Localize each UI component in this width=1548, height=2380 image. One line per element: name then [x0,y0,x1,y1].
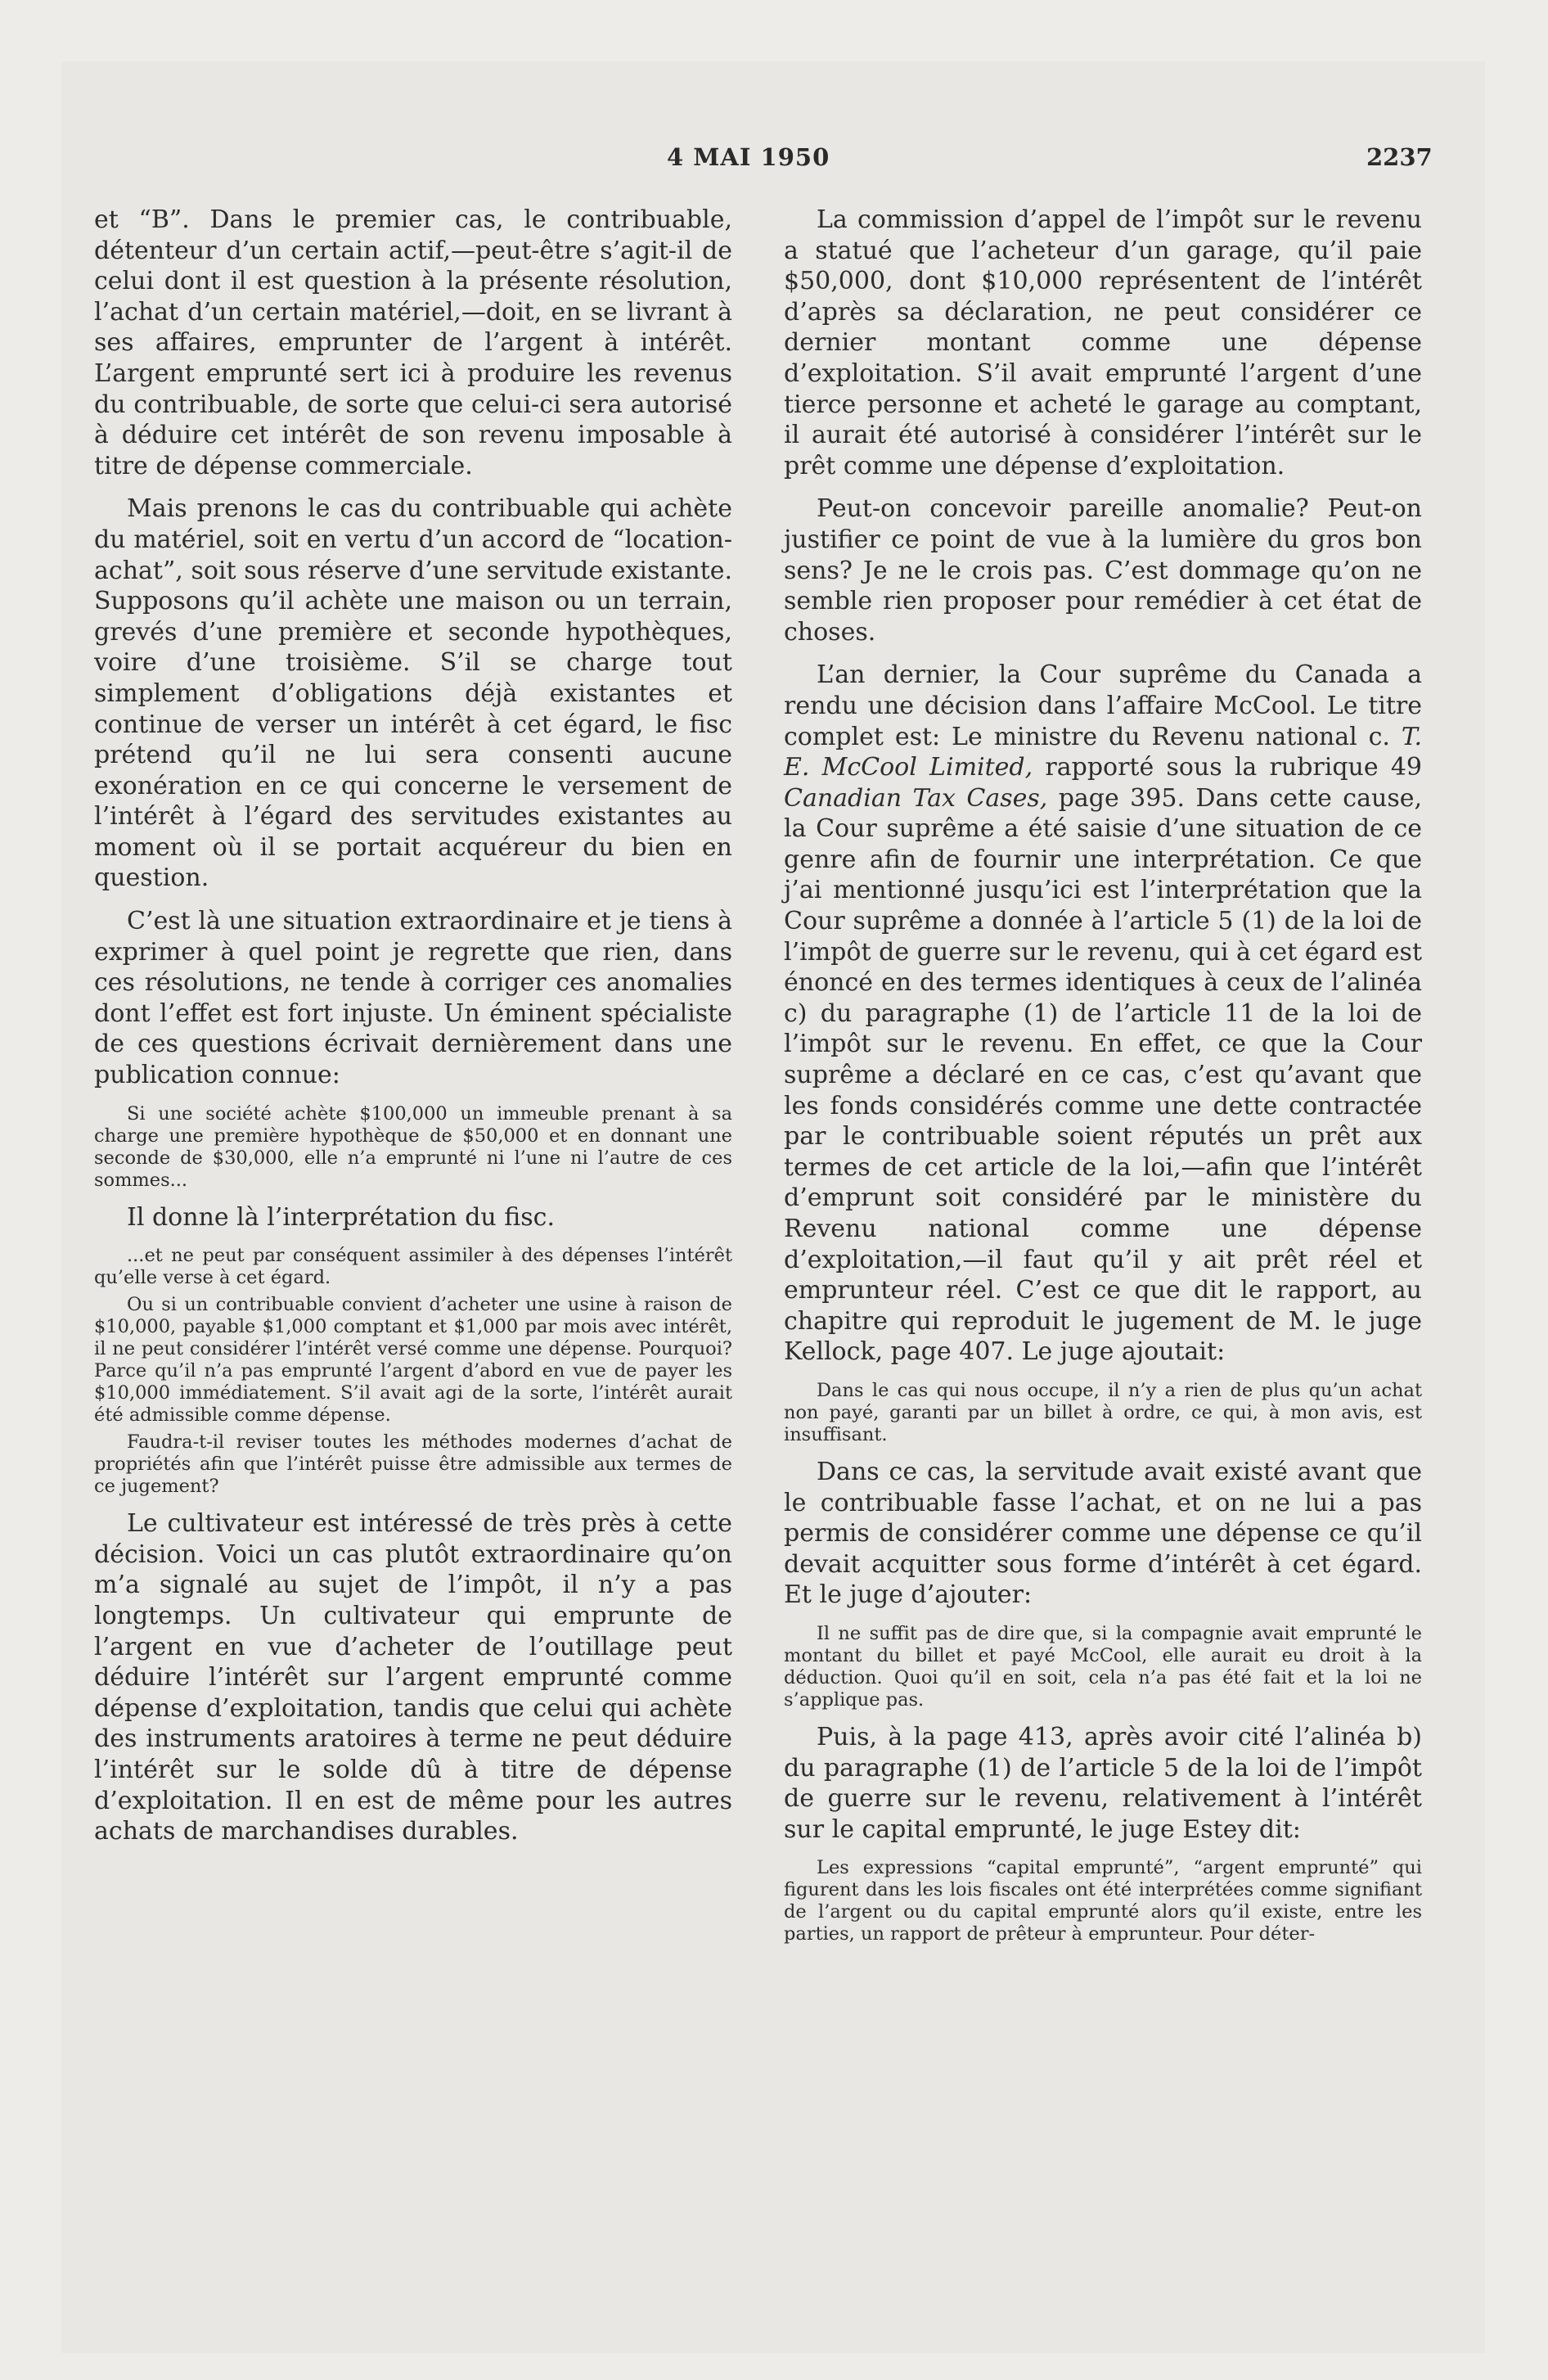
paragraph: Peut-on concevoir pareille anomalie? Peut-on justifier ce point de vue à la lumière du gros bon sens? Je ne le crois pas. C’est dommage qu’on ne semble rien proposer pour remédier à cet état de choses. [784,494,1422,647]
italic-citation: Canadian Tax Cases, [784,783,1048,813]
block-quote: Faudra-t-il reviser toutes les méthodes modernes d’achat de propriétés afin que l’intérêt puisse être admissible aux termes de ce jugement? [94,1431,732,1498]
page-number: 2237 [1366,143,1433,171]
block-quote: Dans le cas qui nous occupe, il n’y a rien de plus qu’un achat non payé, garanti par un billet à ordre, ce qui, à mon avis, est insuffisant. [784,1379,1422,1445]
header-date: 4 MAI 1950 [667,143,830,171]
left-column [94,205,732,1859]
italic-citation: T. E. McCool Limited, [784,722,1422,782]
paragraph: Puis, à la page 413, après avoir cité l’alinéa b) du paragraphe (1) de l’article 5 de la loi de l’impôt de guerre sur le revenu, relativement à l’intérêt sur le capital emprunté, le juge Estey dit: [784,1722,1422,1844]
block-quote: Il ne suffit pas de dire que, si la compagnie avait emprunté le montant du billet et payé McCool, elle aurait eu droit à la déduction. Quoi qu’il en soit, cela n’a pas été fait et la loi ne s’applique pas. [784,1622,1422,1711]
paragraph: Il donne là l’interprétation du fisc. [127,1202,556,1232]
text-run: rapporté sous la rubrique 49 [1033,753,1423,782]
paragraph: La commission d’appel de l’impôt sur le revenu a statué que l’acheteur d’un garage, qu’il paie $50,000, dont $10,000 représentent de l’intérêt d’après sa déclaration, ne peut considérer ce dernier montant comme une dépense d’exploitation. S’il avait emprunté l’argent d’une tierce personne et acheté le garage au comptant, il aurait été autorisé à considérer l’intérêt sur le prêt comme une dépense d’exploitation. [784,205,1422,480]
paragraph: Mais prenons le cas du contribuable qui achète du matériel, soit en vertu d’un accord de “location-achat”, soit sous réserve d’une servitude existante. Supposons qu’il achète une maison ou un terrain, grevés d’une première et seconde hypothèques, voire d’une troisième. S’il se charge tout simplement d’obligations déjà existantes et continue de verser un intérêt à cet égard, le fisc prétend qu’il ne lui sera consenti aucune exonération en ce qui concerne le versement de l’intérêt à l’égard des servitudes existantes au moment où il se portait acquéreur du bien en question. [94,494,732,893]
block-quote: ...et ne peut par conséquent assimiler à des dépenses l’intérêt qu’elle verse à cet égard. [94,1245,732,1289]
paragraph: C’est là une situation extraordinaire et je tiens à exprimer à quel point je regrette que rien, dans ces résolutions, ne tende à corriger ces anomalies dont l’effet est fort injuste. Un éminent spécialiste de ces questions écrivait dernièrement dans une publication connue: [94,907,732,1090]
text-run: L’an dernier, la Cour suprême du Canada a rendu une décision dans l’affaire McCool. Le titre complet est: Le ministre du Revenu national c. [784,660,1422,751]
block-quote: Si une société achète $100,000 un immeuble prenant à sa charge une première hypothèque de $50,000 et en donnant une seconde de $30,000, elle n’a emprunté ni l’une ni l’autre de ces sommes... [94,1102,732,1191]
paragraph: Le cultivateur est intéressé de très près à cette décision. Voici un cas plutôt extraordinaire qu’on m’a signalé au sujet de l’impôt, il n’y a pas longtemps. Un cultivateur qui emprunte de l’argent en vue d’acheter de l’outillage peut déduire l’intérêt sur l’argent emprunté comme dépense d’exploitation, tandis que celui qui achète des instruments aratoires à terme ne peut déduire l’intérêt sur le solde dû à titre de dépense d’exploitation. Il en est de même pour les autres achats de marchandises durables. [94,1509,732,1846]
block-quote: Ou si un contribuable convient d’acheter une usine à raison de $10,000, payable $1,000 comptant et $1,000 par mois avec intérêt, il ne peut considérer l’intérêt versé comme une dépense. Pourquoi? Parce qu’il n’a pas emprunté l’argent d’abord en vue de payer les $10,000 immédiatement. S’il avait agi de la sorte, l’intérêt aurait été admissible comme dépense. [94,1294,732,1427]
block-quote: Les expressions “capital emprunté”, “argent emprunté” qui figurent dans les lois fiscales ont été interprétées comme signifiant de l’argent ou du capital emprunté alors qu’il existe, entre les parties, un rapport de prêteur à emprunteur. Pour déter- [784,1857,1422,1945]
paragraph: Dans ce cas, la servitude avait existé avant que le contribuable fasse l’achat, et on ne lui a pas permis de considérer comme une dépense ce qu’il devait acquitter sous forme d’intérêt à cet égard. Et le juge d’ajouter: [784,1457,1422,1610]
page-header [0,143,1548,179]
paragraph [784,660,1422,1368]
right-column [784,205,1422,1956]
text-run: page 395. Dans cette cause, la Cour suprême a été saisie d’une situation de ce genre afin de fournir une interprétation. Ce que j’ai mentionné jusqu’ici est l’interprétation que la Cour suprême a donnée à l’article 5 (1) de la loi de l’impôt de guerre sur le revenu, qui à cet égard est énoncé en des termes identiques à ceux de l’alinéa c) du paragraphe (1) de l’article 11 de la loi de l’impôt sur le revenu. En effet, ce que la Cour suprême a déclaré en ce cas, c’est qu’avant que les fonds considérés comme une dette contractée par le contribuable soient réputés un prêt aux termes de cet article de la loi,—afin que l’intérêt d’emprunt soit considéré par le ministère du Revenu national comme une dépense d’exploitation,—il faut qu’il y ait prêt réel et emprunteur réel. C’est ce que dit le rapport, au chapitre qui reproduit le jugement de M. le juge Kellock, page 407. Le juge ajoutait: [784,783,1423,1367]
paragraph: et “B”. Dans le premier cas, le contribuable, détenteur d’un certain actif,—peut-être s’agit-il de celui dont il est question à la présente résolution, l’achat d’un certain matériel,—doit, en se livrant à ses affaires, emprunter de l’argent à intérêt. L’argent emprunté sert ici à produire les revenus du contribuable, de sorte que celui-ci sera autorisé à déduire cet intérêt de son revenu imposable à titre de dépense commerciale. [94,205,732,480]
